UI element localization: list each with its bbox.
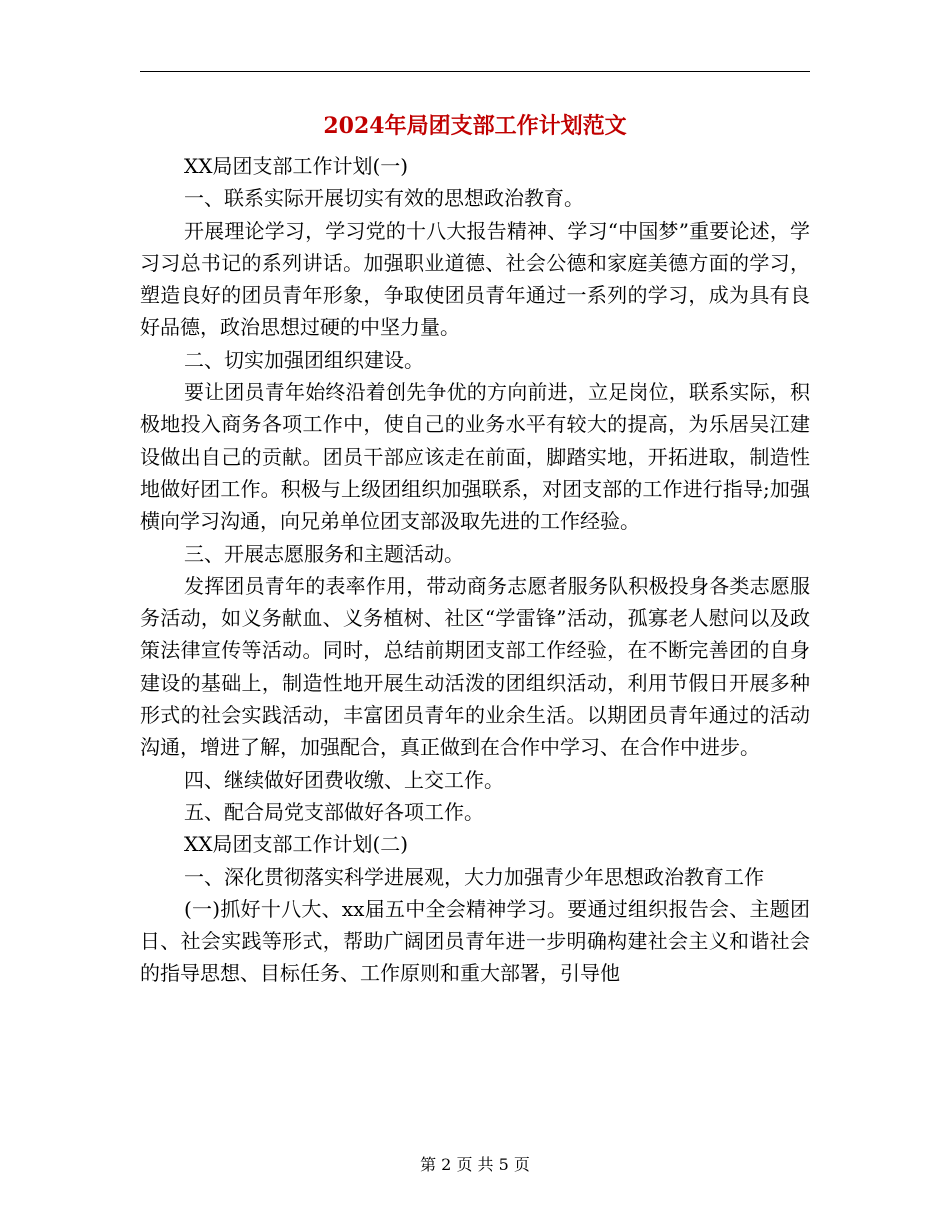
- item-heading: 一、联系实际开展切实有效的思想政治教育。: [184, 186, 584, 211]
- body-paragraph: 开展理论学习，学习党的十八大报告精神、学习“中国梦”重要论述，学习习总书记的系列讲话。加强职业道德、社会公德和家庭美德方面的学习，塑造良好的团员青年形象，争取使团员青年通过一系列的学习，成为具有良好品德，政治思想过硬的中坚力量。: [140, 218, 810, 340]
- item-heading: 四、继续做好团费收缴、上交工作。: [184, 767, 504, 792]
- document-title: 2024年局团支部工作计划范文: [323, 113, 627, 139]
- page-number: 第 2 页 共 5 页: [420, 1155, 530, 1174]
- item-heading: 三、开展志愿服务和主题活动。: [184, 541, 464, 566]
- body-paragraph: 要让团员青年始终沿着创先争优的方向前进，立足岗位，联系实际，积极地投入商务各项工作中，使自己的业务水平有较大的提高，为乐居吴江建设做出自己的贡献。团员干部应该走在前面，脚踏实地，开拓进取，制造性地做好团工作。积极与上级团组织加强联系，对团支部的工作进行指导;加强横向学习沟通，向兄弟单位团支部汲取先进的工作经验。: [140, 380, 810, 534]
- item-heading: 二、切实加强团组织建设。: [184, 347, 424, 372]
- body-paragraph: 发挥团员青年的表率作用，带动商务志愿者服务队积极投身各类志愿服务活动，如义务献血、义务植树、社区“学雷锋”活动，孤寡老人慰问以及政策法律宣传等活动。同时，总结前期团支部工作经验，在不断完善团的自身建设的基础上，制造性地开展生动活泼的团组织活动，利用节假日开展多种形式的社会实践活动，丰富团员青年的业余生活。以期团员青年通过的活动沟通，增进了解，加强配合，真正做到在合作中学习、在合作中进步。: [140, 573, 810, 760]
- header-rule: [140, 71, 810, 72]
- section-heading: XX局团支部工作计划(二): [184, 832, 409, 857]
- item-heading: 五、配合局党支部做好各项工作。: [184, 799, 484, 824]
- section-heading: XX局团支部工作计划(一): [184, 154, 409, 178]
- document-body: [140, 150, 810, 990]
- item-heading: 一、深化贯彻落实科学进展观，大力加强青少年思想政治教育工作: [184, 864, 764, 889]
- body-paragraph: (一)抓好十八大、xx届五中全会精神学习。要通过组织报告会、主题团日、社会实践等形式，帮助广阔团员青年进一步明确构建社会主义和谐社会的指导思想、目标任务、工作原则和重大部署，引导他: [140, 896, 810, 986]
